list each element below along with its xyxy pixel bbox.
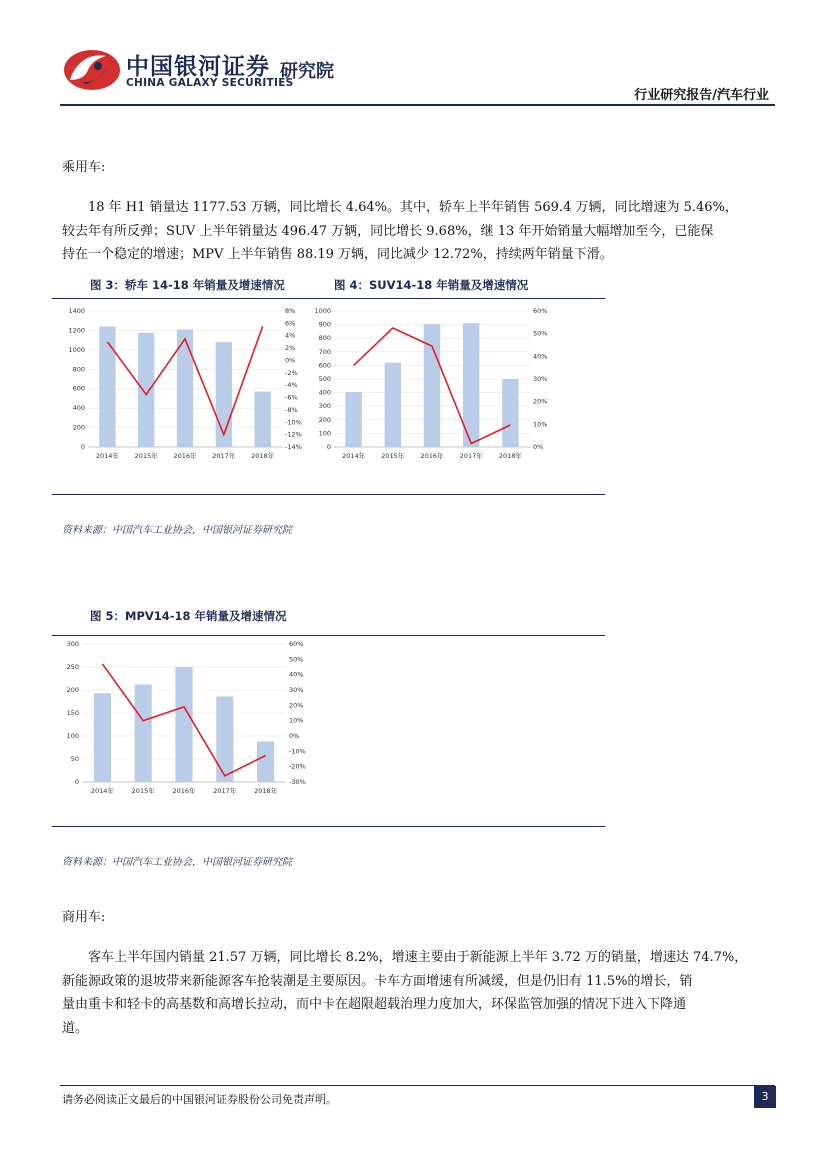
paragraph-line: 持在一个稳定的增速；MPV 上半年销售 88.19 万辆，同比减少 12.72%，持续两年销量下滑。: [62, 247, 613, 262]
y-tick-label-right: 10%: [533, 420, 548, 429]
y-tick-label-right: 40%: [289, 670, 304, 679]
y-tick-label-right: 60%: [289, 640, 304, 648]
y-tick-label-left: 1400: [68, 307, 85, 315]
brand-institute: 研究院: [280, 61, 334, 82]
y-tick-label-left: 200: [318, 415, 331, 424]
x-tick-label: 2016年: [172, 787, 196, 795]
x-tick-label: 2015年: [134, 452, 158, 460]
bar: [94, 693, 111, 782]
y-tick-label-left: 400: [318, 388, 331, 397]
y-tick-label-right: 50%: [533, 329, 548, 338]
y-tick-label-right: 8%: [285, 307, 296, 315]
footer-divider: [60, 1085, 775, 1086]
y-tick-label-left: 1000: [314, 307, 331, 315]
report-category: 行业研究报告/汽车行业: [634, 88, 769, 103]
bar: [138, 333, 154, 447]
paragraph-line: 客车上半年国内销量 21.57 万辆，同比增长 8.2%，增速主要由于新能源上半年 3.72 万的销量，增速达 74.7%，: [88, 950, 748, 965]
y-tick-label-right: -2%: [285, 368, 298, 377]
figure-5-title: 图 5：MPV14-18 年销量及增速情况: [90, 609, 287, 623]
x-tick-label: 2017年: [213, 787, 237, 795]
x-tick-label: 2015年: [131, 787, 155, 795]
passenger-heading: 乘用车:: [62, 160, 106, 175]
x-tick-label: 2017年: [459, 452, 483, 460]
y-tick-label-left: 100: [318, 429, 331, 438]
y-tick-label-left: 100: [66, 732, 79, 740]
y-tick-label-right: 0%: [289, 732, 300, 740]
x-tick-label: 2018年: [251, 452, 275, 460]
y-tick-label-left: 500: [318, 375, 331, 383]
y-tick-label-right: 10%: [289, 716, 304, 725]
y-tick-label-left: 0: [74, 778, 79, 786]
bar: [254, 392, 270, 447]
y-tick-label-right: 2%: [285, 344, 296, 353]
y-tick-label-left: 600: [72, 384, 85, 393]
page-number: 3: [754, 1086, 776, 1108]
y-tick-label-right: -30%: [289, 778, 306, 786]
y-tick-label-left: 150: [66, 709, 79, 717]
y-tick-label-left: 700: [318, 347, 331, 356]
figure-bottom-rule: [52, 826, 605, 827]
figure-top-rule: [52, 635, 605, 636]
bar: [175, 667, 192, 782]
brand-name-cn: 中国银河证券: [126, 54, 270, 80]
commercial-paragraph: [62, 946, 748, 1040]
bar: [216, 342, 232, 447]
x-tick-label: 2018年: [498, 452, 522, 460]
y-tick-label-right: 20%: [289, 701, 304, 710]
figure-4-title: 图 4：SUV14-18 年销量及增速情况: [334, 278, 529, 292]
y-tick-label-right: 0%: [533, 443, 544, 451]
bar: [257, 742, 274, 782]
bar: [135, 684, 152, 782]
y-tick-label-left: 200: [72, 423, 85, 432]
bar: [99, 327, 115, 447]
x-tick-label: 2016年: [420, 452, 444, 460]
header-divider: [60, 104, 775, 106]
brand-name-en: CHINA GALAXY SECURITIES: [126, 77, 294, 89]
y-tick-label-left: 300: [66, 640, 79, 648]
bar: [385, 363, 401, 447]
bar: [502, 379, 518, 447]
source-note: 资料来源：中国汽车工业协会，中国银河证券研究院: [62, 857, 292, 868]
y-tick-label-left: 600: [318, 361, 331, 370]
y-tick-label-right: 30%: [533, 375, 548, 383]
y-tick-label-left: 1200: [68, 326, 85, 335]
bar: [216, 696, 233, 782]
x-tick-label: 2017年: [212, 452, 236, 460]
x-tick-label: 2015年: [381, 452, 405, 460]
figure-3-title: 图 3：轿车 14-18 年销量及增速情况: [90, 278, 285, 292]
footer-disclaimer: 请务必阅读正文最后的中国银河证券股份公司免责声明。: [62, 1093, 337, 1106]
bar: [424, 324, 440, 447]
y-tick-label-right: -4%: [285, 381, 298, 390]
source-note: 资料来源：中国汽车工业协会，中国银河证券研究院: [62, 525, 292, 536]
y-tick-label-left: 400: [72, 404, 85, 413]
y-tick-label-right: -8%: [285, 405, 298, 414]
y-tick-label-right: 4%: [285, 331, 296, 340]
y-tick-label-right: 0%: [285, 356, 296, 365]
y-tick-label-left: 300: [318, 402, 331, 411]
y-tick-label-left: 800: [318, 334, 331, 343]
y-tick-label-left: 0: [80, 443, 85, 451]
y-tick-label-right: -20%: [289, 762, 306, 771]
x-tick-label: 2016年: [173, 452, 197, 460]
y-tick-label-right: 50%: [289, 655, 304, 664]
paragraph-line: 较去年有所反弹；SUV 上半年销量达 496.47 万辆，同比增长 9.68%，继 13 年开始销量大幅增加至今，已能保: [62, 223, 714, 239]
suv-sales-chart: [304, 305, 558, 465]
x-tick-label: 2014年: [342, 452, 366, 460]
y-tick-label-right: -6%: [285, 393, 298, 402]
paragraph-line: 新能源政策的退坡带来新能源客车抢装潮是主要原因。卡车方面增速有所减缓，但是仍旧有 11.5%的增长，销: [62, 973, 693, 989]
y-tick-label-left: 250: [66, 663, 79, 671]
y-tick-label-left: 200: [66, 686, 79, 694]
company-logo-icon: [62, 44, 122, 92]
y-tick-label-right: 20%: [533, 397, 548, 406]
y-tick-label-left: 800: [72, 365, 85, 374]
figure-top-rule: [52, 298, 605, 299]
x-tick-label: 2014年: [95, 452, 119, 460]
y-tick-label-right: 30%: [289, 686, 304, 694]
y-tick-label-left: 50: [70, 755, 79, 763]
paragraph-line: 18 年 H1 销量达 1177.53 万辆，同比增长 4.64%。其中，轿车上半年销售 569.4 万辆，同比增速为 5.46%，: [88, 200, 738, 215]
sedan-sales-chart: [58, 305, 310, 465]
y-tick-label-right: 60%: [533, 307, 548, 315]
paragraph-line: 量由重卡和轻卡的高基数和高增长拉动，而中卡在超限超载治理力度加大，环保监管加强的情况下进入下降通: [62, 997, 687, 1012]
x-tick-label: 2018年: [254, 787, 278, 795]
y-tick-label-left: 900: [318, 320, 331, 329]
bar: [345, 392, 361, 447]
y-tick-label-left: 0: [326, 443, 331, 451]
x-tick-label: 2014年: [90, 787, 114, 795]
passenger-paragraph: [62, 196, 738, 267]
paragraph-line: 道。: [62, 1020, 89, 1036]
mpv-sales-chart: [52, 638, 314, 800]
y-tick-label-right: -10%: [289, 747, 306, 756]
y-tick-label-right: 6%: [285, 319, 296, 328]
commercial-heading: 商用车:: [62, 910, 106, 925]
y-tick-label-right: -12%: [285, 430, 302, 439]
y-tick-label-left: 1000: [68, 345, 85, 354]
figure-bottom-rule: [52, 494, 605, 495]
y-tick-label-right: 40%: [533, 352, 548, 361]
y-tick-label-right: -10%: [285, 418, 302, 427]
y-tick-label-right: -14%: [285, 443, 302, 451]
